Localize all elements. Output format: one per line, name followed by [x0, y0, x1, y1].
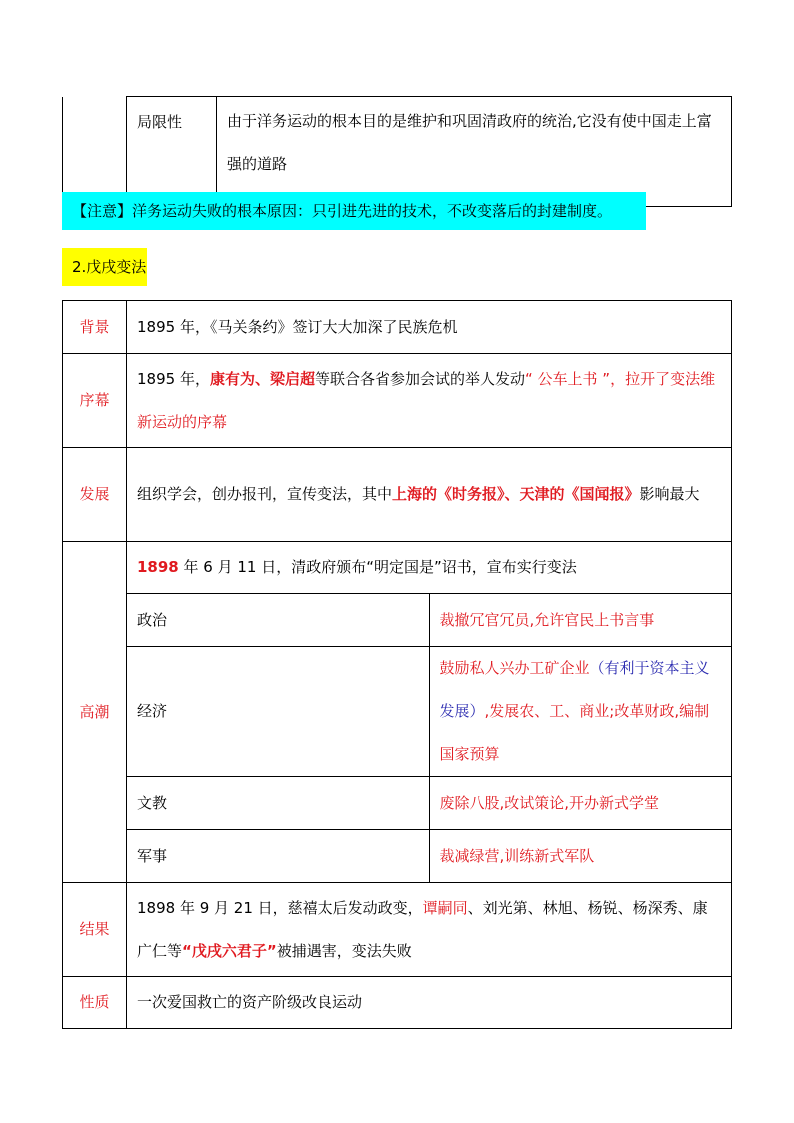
- row-prelude: [63, 354, 732, 448]
- text-segment: 等联合各省参加会试的举人发动: [314, 369, 525, 388]
- row-text: 一次爱国救亡的资产阶级改良运动: [127, 977, 732, 1029]
- text-segment: 1898 年 9 月 21 日，慈禧太后发动政变，: [137, 898, 423, 917]
- row-label: 结果: [63, 883, 127, 977]
- limitations-text: 由于洋务运动的根本目的是维护和巩固清政府的统治,它没有使中国走上富强的道路: [217, 97, 732, 207]
- text-segment: 1895 年，: [137, 369, 210, 388]
- text-segment: 、刘光第、林旭、杨锐、杨深秀、康广仁等: [137, 898, 708, 960]
- climax-economy-row: [127, 647, 731, 777]
- sub-label: 文教: [127, 777, 429, 830]
- note-box: 【注意】洋务运动失败的根本原因：只引进先进的技术，不改变落后的封建制度。: [62, 192, 646, 230]
- section-heading: 2.戊戌变法: [62, 248, 147, 286]
- sub-label: 政治: [127, 594, 429, 647]
- text-segment: 年 6 月 11 日，清政府颁布“明定国是”诏书，宣布实行变法: [178, 558, 577, 576]
- row-text: [127, 354, 732, 448]
- highlight-names: 康有为、梁启超: [209, 369, 315, 388]
- sub-text: 裁撤冗官冗员,允许官民上书言事: [429, 594, 731, 647]
- text-note: （有利于资本主义发展）: [439, 659, 710, 720]
- row-climax: [63, 542, 732, 883]
- sub-label: 经济: [127, 647, 429, 777]
- row-label: 高潮: [63, 542, 127, 883]
- limitations-row: [63, 97, 732, 207]
- row-nature: [63, 977, 732, 1029]
- row-text: [127, 883, 732, 977]
- reform-table: [62, 300, 732, 1029]
- sub-label: 军事: [127, 830, 429, 883]
- highlight-newspapers: 上海的《时务报》、天津的《国闻报》: [392, 485, 640, 503]
- text-segment: ,发展农、工、商业;改革财政,编制国家预算: [439, 702, 710, 763]
- limitations-table: [62, 96, 732, 207]
- limitations-label: 局限性: [127, 97, 217, 207]
- text-segment: 影响最大: [639, 485, 700, 503]
- row-text: 1895 年，《马关条约》签订大大加深了民族危机: [127, 301, 732, 354]
- sub-text: 废除八股,改试策论,开办新式学堂: [429, 777, 731, 830]
- row-development: [63, 448, 732, 542]
- highlight-event: “ 公车上书 ”，拉开了变法维新运动的序幕: [137, 369, 716, 431]
- row-label: 发展: [63, 448, 127, 542]
- row-background: [63, 301, 732, 354]
- row-text: [127, 448, 732, 542]
- row-result: [63, 883, 732, 977]
- climax-culture-row: [127, 777, 731, 830]
- row-label: 背景: [63, 301, 127, 354]
- highlight-year: 1898: [137, 558, 179, 576]
- climax-cell: [127, 542, 732, 883]
- climax-politics-row: [127, 594, 731, 647]
- text-segment: 鼓励私人兴办工矿企业: [439, 659, 590, 677]
- text-segment: 组织学会，创办报刊，宣传变法，其中: [137, 485, 393, 503]
- empty-cell: [63, 97, 127, 207]
- climax-intro: [127, 542, 731, 594]
- climax-intro-row: [127, 542, 731, 594]
- row-label: 性质: [63, 977, 127, 1029]
- sub-text: [429, 647, 731, 777]
- sub-text: 裁减绿营,训练新式军队: [429, 830, 731, 883]
- climax-inner-table: [127, 542, 731, 882]
- climax-military-row: [127, 830, 731, 883]
- highlight-six-gentlemen: “戊戌六君子”: [182, 941, 277, 960]
- text-segment: 被捕遇害，变法失败: [276, 941, 412, 960]
- highlight-name: 谭嗣同: [422, 898, 468, 917]
- row-label: 序幕: [63, 354, 127, 448]
